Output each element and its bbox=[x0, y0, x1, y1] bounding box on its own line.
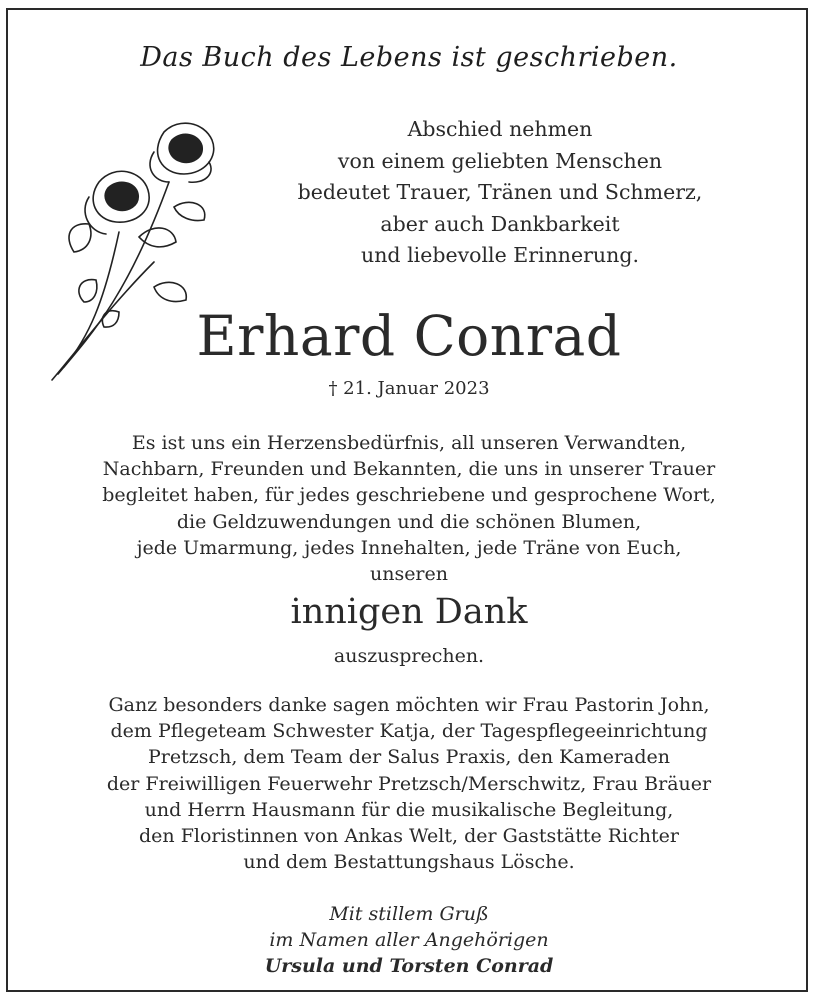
special-thanks-line: der Freiwilligen Feuerwehr Pretzsch/Merschwitz, Frau Bräuer bbox=[106, 772, 712, 795]
verse-line: von einem geliebten Menschen bbox=[337, 148, 663, 173]
thanks-line: Nachbarn, Freunden und Bekannten, die uns in unserer Trauer bbox=[102, 458, 716, 481]
special-thanks-line: Ganz besonders danke sagen möchten wir Frau Pastorin John, bbox=[108, 694, 710, 716]
closing bbox=[0, 901, 818, 979]
thanks-line: Es ist uns ein Herzensbedürfnis, all unseren Verwandten, bbox=[131, 432, 687, 454]
motto: Das Buch des Lebens ist geschrieben. bbox=[140, 42, 678, 73]
special-thanks-line: und dem Bestattungshaus Lösche. bbox=[243, 851, 575, 874]
verse-line: aber auch Dankbarkeit bbox=[380, 211, 620, 236]
thanks-line: unseren bbox=[369, 563, 449, 586]
thanks-line: die Geldzuwendungen und die schönen Blumen, bbox=[176, 510, 642, 533]
thanks-heading: innigen Dank bbox=[290, 592, 528, 632]
closing-on-behalf: im Namen aller Angehörigen bbox=[269, 929, 549, 951]
verse-line: bedeutet Trauer, Tränen und Schmerz, bbox=[297, 180, 703, 204]
thanks-after: auszusprechen. bbox=[333, 645, 485, 667]
special-thanks-line: dem Pflegeteam Schwester Katja, der Tagespflegeeinrichtung bbox=[110, 720, 708, 743]
decedent-name: Erhard Conrad bbox=[196, 304, 622, 368]
thanks-line: jede Umarmung, jedes Innehalten, jede Träne von Euch, bbox=[136, 536, 682, 559]
closing-greeting: Mit stillem Gruß bbox=[329, 903, 489, 925]
special-thanks-line: und Herrn Hausmann für die musikalische Begleitung, bbox=[144, 798, 674, 821]
special-thanks bbox=[0, 692, 818, 875]
verse-line: Abschied nehmen bbox=[407, 117, 593, 141]
death-date: † 21. Januar 2023 bbox=[328, 378, 490, 399]
special-thanks-line: den Floristinnen von Ankas Welt, der Gaststätte Richter bbox=[139, 825, 679, 848]
thanks-intro bbox=[0, 430, 818, 587]
verse bbox=[270, 114, 730, 272]
closing-names: Ursula und Torsten Conrad bbox=[264, 955, 554, 977]
special-thanks-line: Pretzsch, dem Team der Salus Praxis, den Kameraden bbox=[147, 746, 671, 769]
verse-line: und liebevolle Erinnerung. bbox=[361, 243, 639, 267]
thanks-line: begleitet haben, für jedes geschriebene und gesprochene Wort, bbox=[102, 484, 716, 507]
